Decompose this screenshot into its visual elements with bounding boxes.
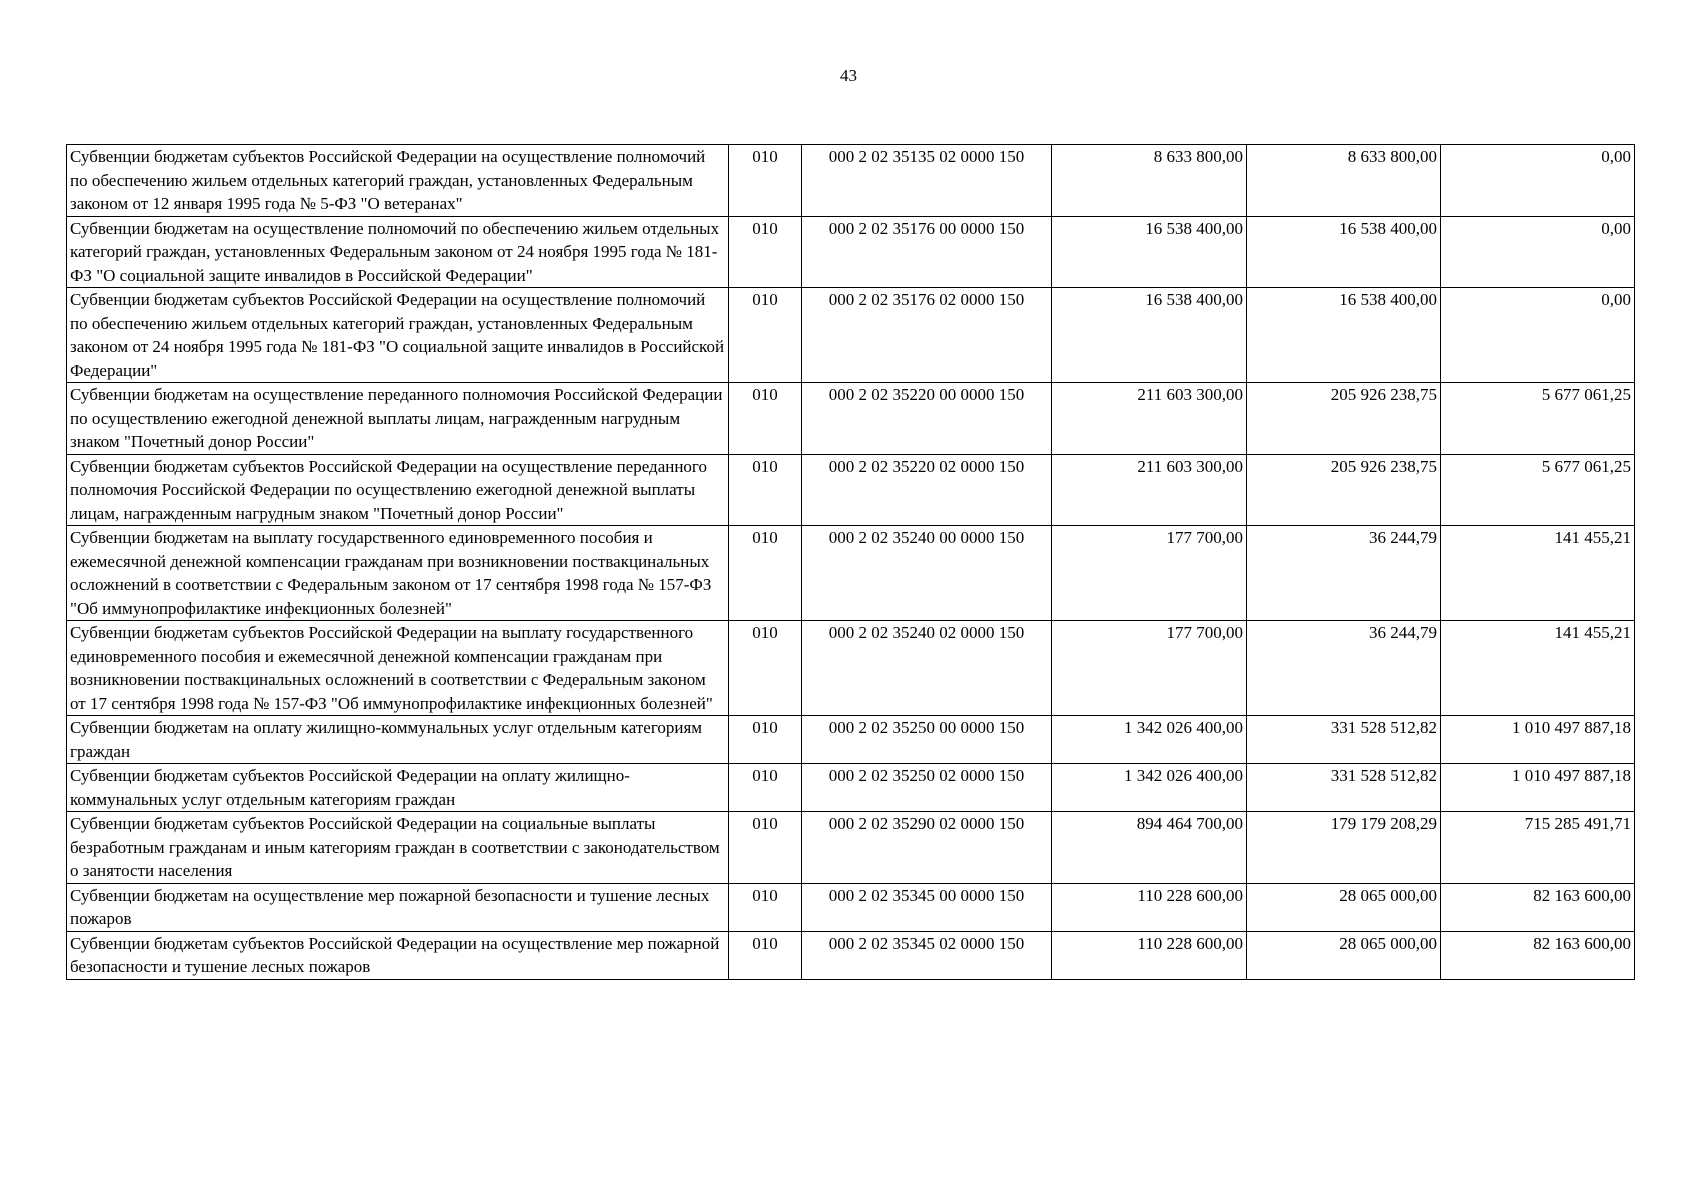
row-plan-amount-cell: 1 342 026 400,00 (1052, 764, 1247, 812)
row-remainder-amount-cell: 82 163 600,00 (1441, 883, 1635, 931)
row-budget-code-cell: 000 2 02 35220 00 0000 150 (802, 383, 1052, 455)
budget-table-body (67, 145, 1635, 980)
row-admin-code-cell: 010 (729, 216, 802, 288)
row-admin-code-cell: 010 (729, 812, 802, 884)
row-budget-code-cell: 000 2 02 35240 02 0000 150 (802, 621, 1052, 716)
row-executed-amount-cell: 205 926 238,75 (1247, 454, 1441, 526)
table-row (67, 764, 1635, 812)
row-executed-amount-cell: 28 065 000,00 (1247, 883, 1441, 931)
row-admin-code-cell: 010 (729, 526, 802, 621)
row-remainder-amount-cell: 141 455,21 (1441, 621, 1635, 716)
table-row (67, 288, 1635, 383)
row-remainder-amount-cell: 1 010 497 887,18 (1441, 716, 1635, 764)
row-budget-code-cell: 000 2 02 35250 00 0000 150 (802, 716, 1052, 764)
row-remainder-amount-cell: 1 010 497 887,18 (1441, 764, 1635, 812)
row-budget-code-cell: 000 2 02 35176 00 0000 150 (802, 216, 1052, 288)
row-admin-code-cell: 010 (729, 383, 802, 455)
row-executed-amount-cell: 28 065 000,00 (1247, 931, 1441, 979)
row-executed-amount-cell: 16 538 400,00 (1247, 216, 1441, 288)
row-admin-code-cell: 010 (729, 454, 802, 526)
table-row (67, 883, 1635, 931)
row-admin-code-cell: 010 (729, 883, 802, 931)
row-executed-amount-cell: 36 244,79 (1247, 526, 1441, 621)
row-name-cell: Субвенции бюджетам субъектов Российской Федерации на выплату государственного единовременного пособия и ежемесячной денежной компенсации гражданам при возникновении поствакцинальных осложнений в соответствии с Федеральным законом от 17 сентября 1998 года № 157-ФЗ "Об иммунопрофилактике инфекционных болезней" (67, 621, 729, 716)
row-executed-amount-cell: 331 528 512,82 (1247, 716, 1441, 764)
budget-table (66, 144, 1635, 980)
row-name-cell: Субвенции бюджетам на осуществление полномочий по обеспечению жильем отдельных категорий граждан, установленных Федеральным законом от 24 ноября 1995 года № 181-ФЗ "О социальной защите инвалидов в Российской Федерации" (67, 216, 729, 288)
page-number: 43 (840, 66, 857, 85)
table-row (67, 931, 1635, 979)
row-name-cell: Субвенции бюджетам субъектов Российской Федерации на осуществление переданного полномочия Российской Федерации по осуществлению ежегодной денежной выплаты лицам, награжденным нагрудным знаком "Почетный донор России" (67, 454, 729, 526)
table-row (67, 145, 1635, 217)
row-remainder-amount-cell: 0,00 (1441, 288, 1635, 383)
row-name-cell: Субвенции бюджетам субъектов Российской Федерации на осуществление мер пожарной безопасности и тушение лесных пожаров (67, 931, 729, 979)
row-executed-amount-cell: 36 244,79 (1247, 621, 1441, 716)
row-executed-amount-cell: 205 926 238,75 (1247, 383, 1441, 455)
row-name-cell: Субвенции бюджетам на выплату государственного единовременного пособия и ежемесячной денежной компенсации гражданам при возникновении поствакцинальных осложнений в соответствии с Федеральным законом от 17 сентября 1998 года № 157-ФЗ "Об иммунопрофилактике инфекционных болезней" (67, 526, 729, 621)
row-budget-code-cell: 000 2 02 35135 02 0000 150 (802, 145, 1052, 217)
table-row (67, 454, 1635, 526)
row-admin-code-cell: 010 (729, 716, 802, 764)
row-plan-amount-cell: 211 603 300,00 (1052, 383, 1247, 455)
row-name-cell: Субвенции бюджетам субъектов Российской Федерации на оплату жилищно-коммунальных услуг отдельным категориям граждан (67, 764, 729, 812)
table-row (67, 621, 1635, 716)
row-plan-amount-cell: 177 700,00 (1052, 526, 1247, 621)
row-remainder-amount-cell: 0,00 (1441, 216, 1635, 288)
row-plan-amount-cell: 16 538 400,00 (1052, 216, 1247, 288)
row-name-cell: Субвенции бюджетам субъектов Российской Федерации на осуществление полномочий по обеспечению жильем отдельных категорий граждан, установленных Федеральным законом от 12 января 1995 года № 5-ФЗ "О ветеранах" (67, 145, 729, 217)
row-admin-code-cell: 010 (729, 764, 802, 812)
row-name-cell: Субвенции бюджетам субъектов Российской Федерации на осуществление полномочий по обеспечению жильем отдельных категорий граждан, установленных Федеральным законом от 24 ноября 1995 года № 181-ФЗ "О социальной защите инвалидов в Российской Федерации" (67, 288, 729, 383)
row-name-cell: Субвенции бюджетам субъектов Российской Федерации на социальные выплаты безработным гражданам и иным категориям граждан в соответствии с законодательством о занятости населения (67, 812, 729, 884)
row-budget-code-cell: 000 2 02 35176 02 0000 150 (802, 288, 1052, 383)
row-budget-code-cell: 000 2 02 35220 02 0000 150 (802, 454, 1052, 526)
row-executed-amount-cell: 179 179 208,29 (1247, 812, 1441, 884)
row-budget-code-cell: 000 2 02 35240 00 0000 150 (802, 526, 1052, 621)
row-remainder-amount-cell: 0,00 (1441, 145, 1635, 217)
row-remainder-amount-cell: 5 677 061,25 (1441, 454, 1635, 526)
row-executed-amount-cell: 16 538 400,00 (1247, 288, 1441, 383)
row-plan-amount-cell: 211 603 300,00 (1052, 454, 1247, 526)
row-name-cell: Субвенции бюджетам на осуществление переданного полномочия Российской Федерации по осуществлению ежегодной денежной выплаты лицам, награжденным нагрудным знаком "Почетный донор России" (67, 383, 729, 455)
row-plan-amount-cell: 1 342 026 400,00 (1052, 716, 1247, 764)
row-remainder-amount-cell: 82 163 600,00 (1441, 931, 1635, 979)
row-admin-code-cell: 010 (729, 931, 802, 979)
row-remainder-amount-cell: 715 285 491,71 (1441, 812, 1635, 884)
table-row (67, 526, 1635, 621)
row-plan-amount-cell: 110 228 600,00 (1052, 883, 1247, 931)
row-budget-code-cell: 000 2 02 35345 02 0000 150 (802, 931, 1052, 979)
row-budget-code-cell: 000 2 02 35290 02 0000 150 (802, 812, 1052, 884)
table-row (67, 716, 1635, 764)
table-row (67, 812, 1635, 884)
row-plan-amount-cell: 110 228 600,00 (1052, 931, 1247, 979)
table-row (67, 216, 1635, 288)
row-budget-code-cell: 000 2 02 35250 02 0000 150 (802, 764, 1052, 812)
row-admin-code-cell: 010 (729, 145, 802, 217)
row-plan-amount-cell: 8 633 800,00 (1052, 145, 1247, 217)
table-row (67, 383, 1635, 455)
row-plan-amount-cell: 177 700,00 (1052, 621, 1247, 716)
row-admin-code-cell: 010 (729, 288, 802, 383)
row-budget-code-cell: 000 2 02 35345 00 0000 150 (802, 883, 1052, 931)
row-plan-amount-cell: 16 538 400,00 (1052, 288, 1247, 383)
row-remainder-amount-cell: 141 455,21 (1441, 526, 1635, 621)
row-executed-amount-cell: 331 528 512,82 (1247, 764, 1441, 812)
row-remainder-amount-cell: 5 677 061,25 (1441, 383, 1635, 455)
row-plan-amount-cell: 894 464 700,00 (1052, 812, 1247, 884)
row-executed-amount-cell: 8 633 800,00 (1247, 145, 1441, 217)
row-name-cell: Субвенции бюджетам на оплату жилищно-коммунальных услуг отдельным категориям граждан (67, 716, 729, 764)
row-name-cell: Субвенции бюджетам на осуществление мер пожарной безопасности и тушение лесных пожаров (67, 883, 729, 931)
row-admin-code-cell: 010 (729, 621, 802, 716)
